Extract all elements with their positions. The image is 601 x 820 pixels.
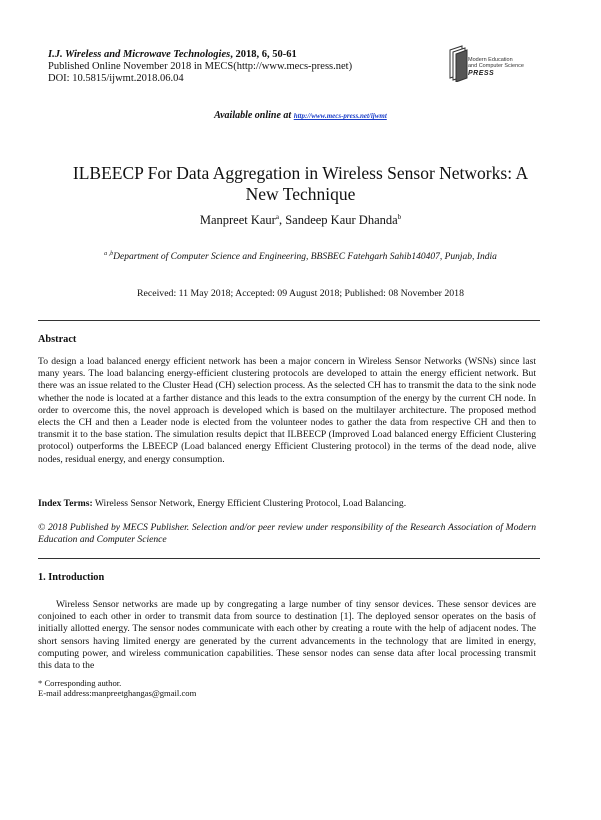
author-2-sup: b [397, 213, 402, 221]
book-icon [448, 44, 468, 82]
copyright: © 2018 Published by MECS Publisher. Selection and/or peer review under responsibility of the Research Association of Modern Education and Computer Science [38, 522, 536, 546]
paper-title: ILBEECP For Data Aggregation in Wireless Sensor Networks: A New Technique [72, 163, 529, 204]
index-terms [38, 498, 536, 510]
affiliation [0, 251, 601, 262]
journal-name: I.J. Wireless and Microwave Technologies [48, 49, 231, 60]
introduction-heading: 1. Introduction [38, 572, 105, 583]
abstract-body: To design a load balanced energy efficient network has been a major concern in Wireless Sensor Networks (WSNs) since last many years. The load balancing energy-efficient clustering protocols are developed to attain the energy efficient network. But there was an issue related to the Cluster Head (CH) selection process. As the selected CH has to transmit the data to the sink node whether the node is located at a farther distance and this leads to the extra consumption of the energy by the current CH node. In order to overcome this, the novel approach is developed which is based on the multilayer architecture. The proposed method elects the CH and then a Leader node is elected from the volunteer nodes to gather the data from respective CH and then to transmit it to the base station. The simulation results depict that ILBEECP (Improved Load balanced energy Efficient Clustering protocol) outperforms the LBEECP (Load balanced energy Efficient Clustering protocol) in the terms of the dead node, alive nodes, residual energy, and energy consumption. [38, 356, 536, 465]
index-terms-label: Index Terms: [38, 498, 93, 509]
volume-info: , 2018, 6, 50-61 [230, 49, 297, 60]
logo-press: PRESS [468, 70, 495, 77]
received-dates: Received: 11 May 2018; Accepted: 09 August 2018; Published: 08 November 2018 [137, 288, 464, 299]
introduction-body: Wireless Sensor networks are made up by congregating a large number of tiny sensor devices. These sensor devices are conjoined to each other in order to transmit data from source to destination [1]. The deployed sensor operates on the basis of initially allotted energy. The sensor nodes communicate with each other by creating a route with the help of adjacent nodes. The short sensors having limited energy are generated by the current advancements in the technology that are limited in energy, computing power, and wireless communication capabilities. These sensor nodes can sense data after local processing transmit this data to the [38, 599, 536, 672]
footnote-email: E-mail address:manpreetghangas@gmail.com [38, 688, 197, 698]
author-1: Manpreet Kaur [199, 213, 276, 228]
divider [38, 558, 540, 559]
author-2: Sandeep Kaur Dhanda [285, 213, 398, 228]
author-1-sup: a [275, 213, 279, 221]
footnote-corresponding: * Corresponding author. [38, 678, 122, 688]
journal-header [48, 49, 297, 61]
authors: Manpreet Kaur$^a$, Sandeep Kaur Dhanda$^b$ [199, 213, 402, 228]
published-online: Published Online November 2018 in MECS(http://www.mecs-press.net) [48, 61, 353, 72]
abstract-heading: Abstract [38, 334, 77, 345]
doi: DOI: 10.5815/ijwmt.2018.06.04 [48, 73, 184, 84]
affiliation-text: Department of Computer Science and Engineering, BBSBEC Fatehgarh Sahib140407, Punjab, India [113, 252, 497, 263]
available-label: Available online at [214, 110, 294, 121]
publisher-logo [448, 40, 548, 90]
affiliation-sup: a ,b [104, 251, 114, 257]
divider [38, 320, 540, 321]
journal-url-link[interactable]: http://www.mecs-press.net/ijwmt [293, 112, 387, 120]
available-online [0, 110, 601, 121]
index-terms-text: Wireless Sensor Network, Energy Efficient Clustering Protocol, Load Balancing. [92, 498, 407, 509]
logo-text: Modern Education and Computer Science [468, 57, 524, 69]
